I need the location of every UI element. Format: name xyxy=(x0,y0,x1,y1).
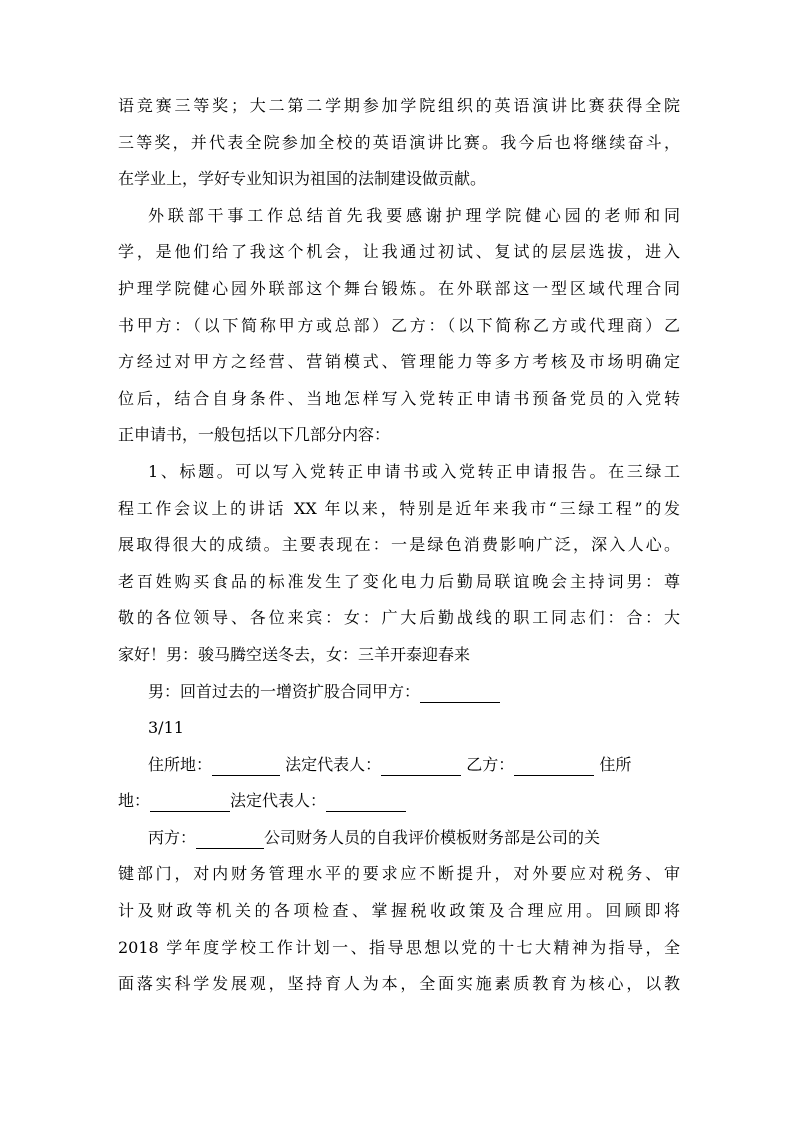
text-line: 键部门，对内财务管理水平的要求应不断提升，对外要应对税务、审 xyxy=(118,864,680,884)
text-line: 语竞赛三等奖；大二第二学期参加学院组织的英语演讲比赛获得全院 xyxy=(118,96,680,115)
legal-rep-label-2: 法定代表人： xyxy=(230,791,327,811)
blank-underline xyxy=(420,684,500,703)
text-line: 在学业上，学好专业知识为祖国的法制建设做贡献。 xyxy=(118,169,487,189)
blank-underline xyxy=(381,757,461,776)
blank-underline xyxy=(514,757,594,776)
text-line: 敬的各位领导、各位来宾：女：广大后勤战线的职工同志们：合：大 xyxy=(118,608,680,628)
blank-underline xyxy=(196,830,264,849)
text-line: 家好！男：骏马腾空送冬去，女：三羊开泰迎春来 xyxy=(118,644,471,664)
text-line: 正申请书，一般包括以下几部分内容： xyxy=(118,425,391,445)
text-line: 书甲方：（以下简称甲方或总部）乙方：（以下简称乙方或代理商）乙 xyxy=(118,315,680,335)
text-line: 老百姓购买食品的标准发生了变化电力后勤局联谊晚会主持词男：尊 xyxy=(118,571,680,591)
blank-underline xyxy=(150,793,230,812)
legal-rep-label: 法定代表人： xyxy=(285,754,382,774)
party-b-label: 乙方： xyxy=(466,754,515,774)
text-line: 面落实科学发展观，坚持育人为本，全面实施素质教育为核心，以教 xyxy=(118,974,680,994)
page-number: 3/11 xyxy=(148,718,184,738)
text-line: 展取得很大的成绩。主要表现在：一是绿色消费影响广泛，深入人心。 xyxy=(118,535,680,555)
text-line: 程工作会议上的讲话 XX 年以来，特别是近年来我市“三绿工程”的发 xyxy=(118,498,680,518)
blank-underline xyxy=(212,757,280,776)
blank-underline xyxy=(326,793,406,812)
paragraph-start-line xyxy=(118,820,680,857)
document-page xyxy=(118,88,680,1003)
residence-label: 住所地： xyxy=(148,754,213,774)
text-line: 位后，结合自身条件、当地怎样写入党转正申请书预备党员的入党转 xyxy=(118,388,680,408)
residence-label-2b: 地： xyxy=(118,791,151,811)
text-line: 计及财政等机关的各项检查、掌握税收政策及合理应用。回顾即将 xyxy=(118,901,680,921)
text-line: 方经过对甲方之经营、营销模式、管理能力等多方考核及市场明确定 xyxy=(118,352,680,372)
form-line-1 xyxy=(118,747,680,784)
text-line: 2018 学年度学校工作计划一、指导思想以党的十七大精神为指导，全 xyxy=(118,937,680,957)
party-c-label: 丙方： xyxy=(148,827,197,847)
paragraph-start-line xyxy=(118,674,680,711)
residence-label-2: 住所 xyxy=(599,754,632,774)
paragraph-start-line: 1、标题。可以写入党转正申请书或入党转正申请报告。在三绿工 xyxy=(148,461,680,481)
form-line-2 xyxy=(118,783,680,820)
male-line-text: 男：回首过去的一增资扩股合同甲方： xyxy=(148,681,421,701)
text-line: 护理学院健心园外联部这个舞台锻炼。在外联部这一型区域代理合同 xyxy=(118,278,680,298)
paragraph-start-line: 外联部干事工作总结首先我要感谢护理学院健心园的老师和同 xyxy=(148,205,680,225)
text-line: 三等奖，并代表全院参加全校的英语演讲比赛。我今后也将继续奋斗， xyxy=(118,132,680,152)
text-line: 学，是他们给了我这个机会，让我通过初试、复试的层层选拔，进入 xyxy=(118,242,680,262)
text-segment: 公司财务人员的自我评价模板财务部是公司的关 xyxy=(264,827,601,847)
